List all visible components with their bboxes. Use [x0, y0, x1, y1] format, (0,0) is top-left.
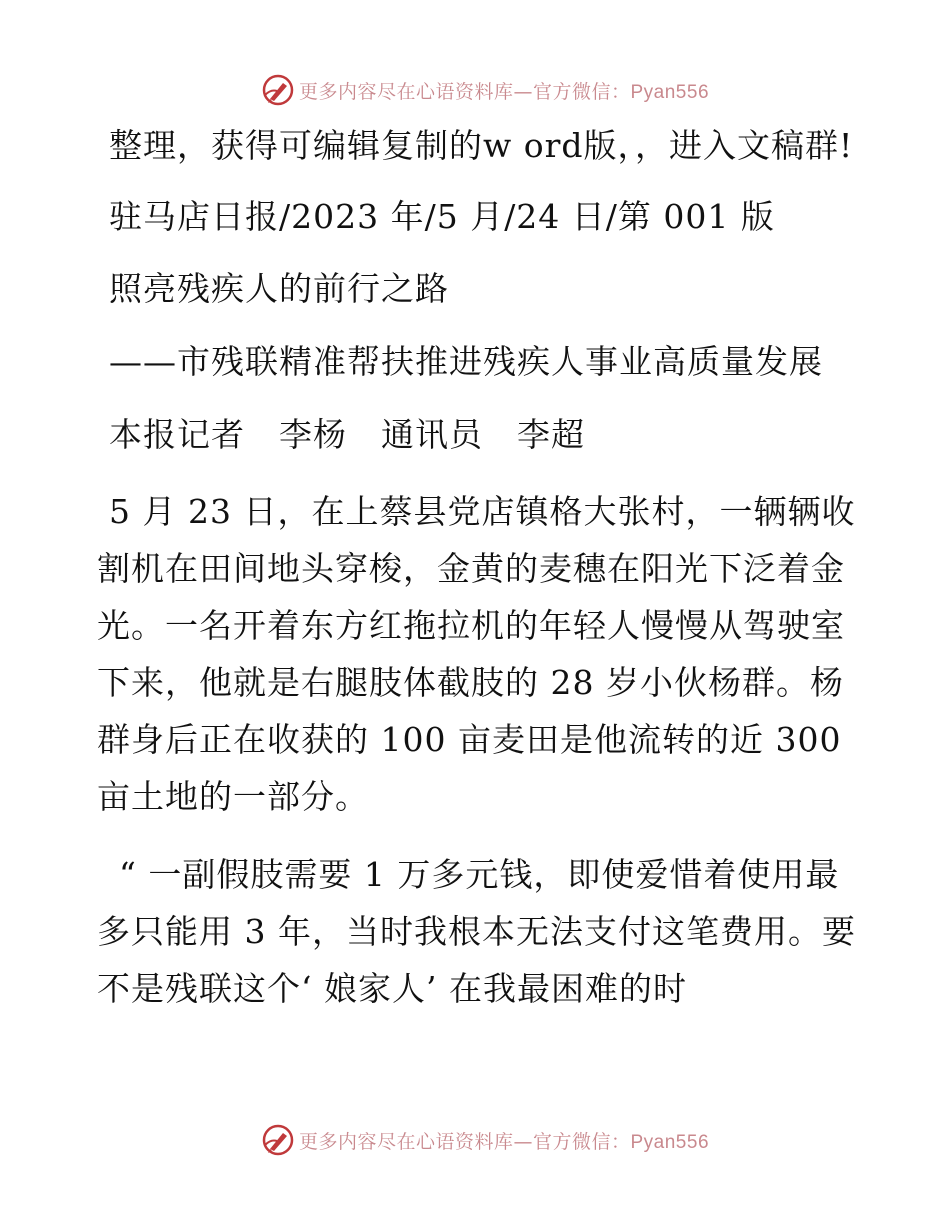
watermark-label: 更多内容尽在心语资料库—官方微信： — [298, 1130, 631, 1153]
article-subtitle: ——市残联精准帮扶推进残疾人事业高质量发展 — [109, 342, 823, 381]
document-body — [97, 118, 857, 1017]
watermark-wechat-id: Pyan556 — [630, 1131, 710, 1153]
pen-logo-icon — [261, 1123, 295, 1157]
header-watermark — [0, 70, 950, 110]
body-paragraph-1: 5 月 23 日，在上蔡县党店镇格大张村，一辆辆收割机在田间地头穿梭，金黄的麦穗在阳光下泛着金光。一名开着东方红拖拉机的年轻人慢慢从驾驶室下来，他就是右腿肢体截肢的 28 岁小伙杨群。杨群身后正在收获的 100 亩麦田是他流转的近 300 亩土地的一部分。 — [97, 492, 856, 816]
body-paragraph-2: “ 一副假肢需要 1 万多元钱，即使爱惜着使用最多只能用 3 年，当时我根本无法支付这笔费用。要不是残联这个‘ 娘家人’ 在我最困难的时 — [97, 855, 856, 1008]
article-title: 照亮残疾人的前行之路 — [109, 269, 449, 308]
intro-text: 整理，获得可编辑复制的w ord版，，进入文稿群! — [109, 126, 854, 165]
dateline: 驻马店日报/2023 年/5 月/24 日/第 001 版 — [109, 197, 775, 236]
footer-watermark — [0, 1120, 950, 1160]
watermark-wechat-id: Pyan556 — [630, 81, 710, 103]
watermark-text — [299, 1127, 709, 1154]
byline: 本报记者 李杨 通讯员 李超 — [109, 415, 585, 454]
watermark-text — [299, 77, 709, 104]
watermark-label: 更多内容尽在心语资料库—官方微信： — [298, 80, 631, 103]
pen-logo-icon — [261, 73, 295, 107]
